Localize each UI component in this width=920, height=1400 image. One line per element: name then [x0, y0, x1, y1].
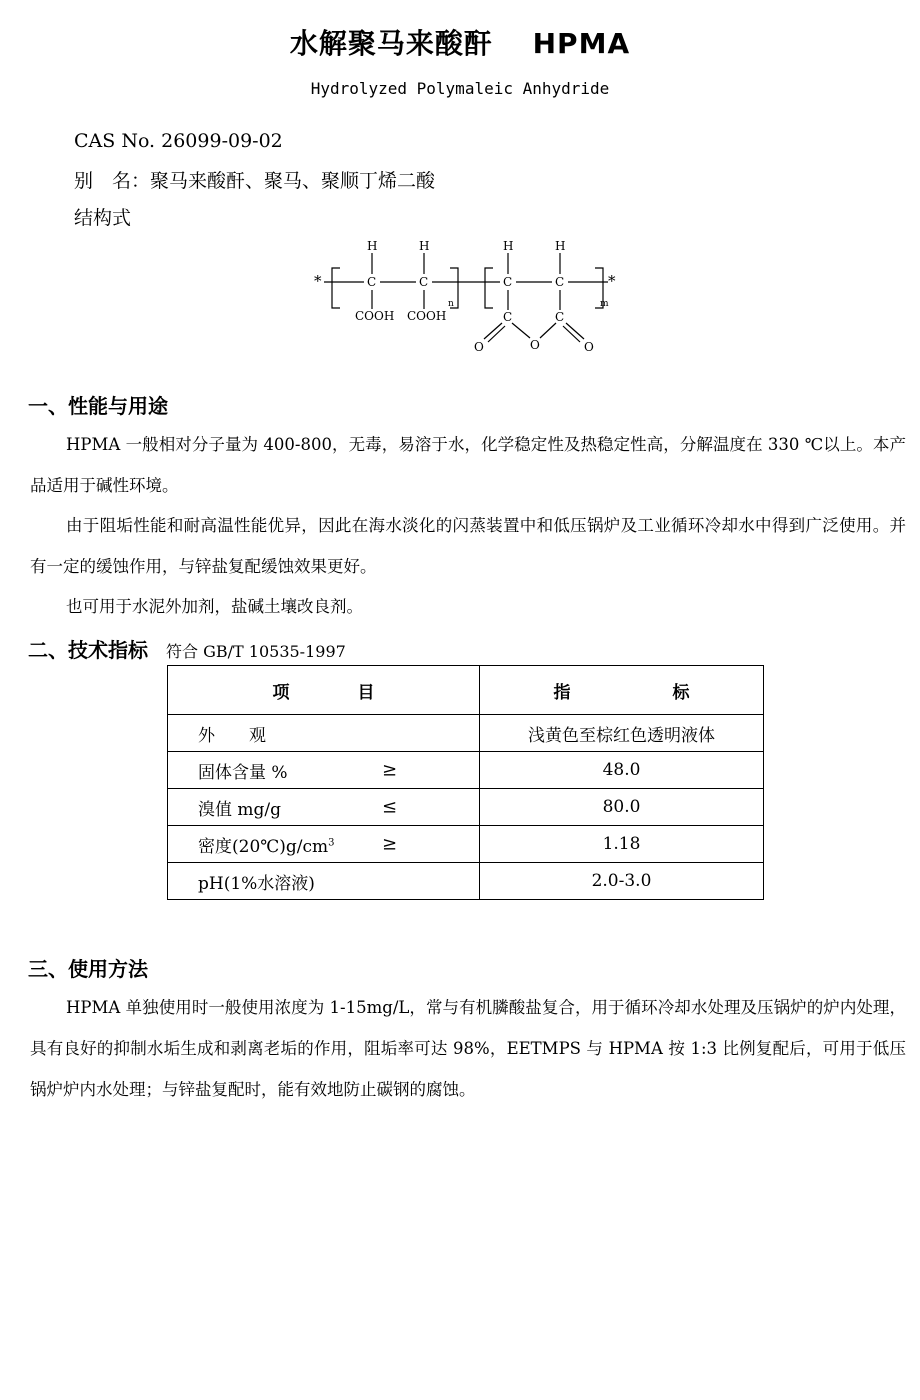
paragraph-properties-1: HPMA 一般相对分子量为 400-800，无毒，易溶于水，化学稳定性及热稳定性高，分解温度在 330 ℃以上。本产品适用于碱性环境。: [30, 435, 906, 495]
formula-star-left: *: [314, 272, 322, 290]
formula-cooh: COOH: [407, 309, 447, 323]
spec-item-superscript: 3: [328, 836, 335, 848]
spec-value: 80.0: [480, 789, 764, 826]
formula-atom-c: C: [555, 310, 565, 324]
formula-atom-c: C: [503, 275, 513, 289]
spec-operator: ≥: [382, 833, 398, 855]
paragraph-properties-3: 也可用于水泥外加剂，盐碱土壤改良剂。: [66, 597, 363, 616]
cas-number: CAS No. 26099-09-02: [74, 130, 283, 152]
spec-operator: ≥: [382, 759, 398, 781]
spec-item: [168, 715, 480, 752]
spec-item-label: pH(1%水溶液): [198, 873, 315, 894]
section-heading-properties: 一、性能与用途: [28, 394, 168, 418]
spec-item-label: 固体含量 %: [198, 762, 288, 783]
page-title: 水解聚马来酸酐 HPMA: [289, 27, 631, 60]
formula-atom-o: O: [530, 338, 540, 352]
spec-operator: ≤: [382, 796, 398, 818]
paragraph-usage: HPMA 单独使用时一般使用浓度为 1-15mg/L，常与有机膦酸盐复合，用于循环冷却水处理及压锅炉的炉内处理，具有良好的抑制水垢生成和剥离老垢的作用，阻垢率可达 98%，EETMPS 与 HPMA 按 1:3 比例复配后，可用于低压锅炉炉内水处理；与锌盐复配时，能有效地防止碳钢的腐蚀。: [30, 998, 906, 1099]
spec-standard: 符合 GB/T 10535-1997: [166, 642, 346, 661]
formula-atom-c: C: [367, 275, 377, 289]
table-row: [168, 863, 764, 900]
formula-subscript-m: m: [600, 299, 609, 309]
section-heading-specs-title: 二、技术指标: [28, 638, 148, 662]
structure-label: 结构式: [74, 207, 132, 229]
spec-item-label: 密度(20℃)g/cm: [198, 836, 329, 857]
structural-formula: [300, 232, 630, 362]
formula-atom-h: H: [367, 239, 378, 253]
page-subtitle: Hydrolyzed Polymaleic Anhydride: [310, 79, 610, 98]
formula-atom-h: H: [503, 239, 514, 253]
spec-table-header: [168, 666, 764, 715]
paragraph-properties-2: 由于阻垢性能和耐高温性能优异，因此在海水淡化的闪蒸装置中和低压锅炉及工业循环冷却水中得到广泛使用。并有一定的缓蚀作用，与锌盐复配缓蚀效果更好。: [30, 516, 906, 576]
formula-cooh: COOH: [355, 309, 395, 323]
table-row: [168, 715, 764, 752]
spec-header-item: 项 目: [168, 666, 480, 715]
formula-star-right: *: [608, 272, 616, 290]
formula-atom-h: H: [555, 239, 566, 253]
spec-item: [168, 789, 480, 826]
spec-value: 1.18: [480, 826, 764, 863]
spec-item: [168, 826, 480, 863]
formula-atom-o: O: [584, 340, 594, 354]
table-row: [168, 789, 764, 826]
formula-atom-c: C: [555, 275, 565, 289]
table-row: [168, 752, 764, 789]
formula-atom-c: C: [419, 275, 429, 289]
spec-value: 2.0-3.0: [480, 863, 764, 900]
spec-item-label: 外 观: [198, 725, 266, 746]
spec-item: [168, 863, 480, 900]
section-heading-usage: 三、使用方法: [28, 957, 148, 981]
spec-value: 48.0: [480, 752, 764, 789]
spec-table: [167, 665, 764, 900]
formula-atom-h: H: [419, 239, 430, 253]
formula-subscript-n: n: [448, 299, 454, 309]
alias-names: 别 名：聚马来酸酐、聚马、聚顺丁烯二酸: [74, 170, 436, 192]
formula-atom-c: C: [503, 310, 513, 324]
spec-item: [168, 752, 480, 789]
spec-item-label: 溴值 mg/g: [198, 799, 282, 820]
spec-header-value: 指 标: [480, 666, 764, 715]
formula-atom-o: O: [474, 340, 484, 354]
section-heading-specs: [28, 634, 346, 663]
spec-value: 浅黄色至棕红色透明液体: [480, 715, 764, 752]
table-row: [168, 826, 764, 863]
